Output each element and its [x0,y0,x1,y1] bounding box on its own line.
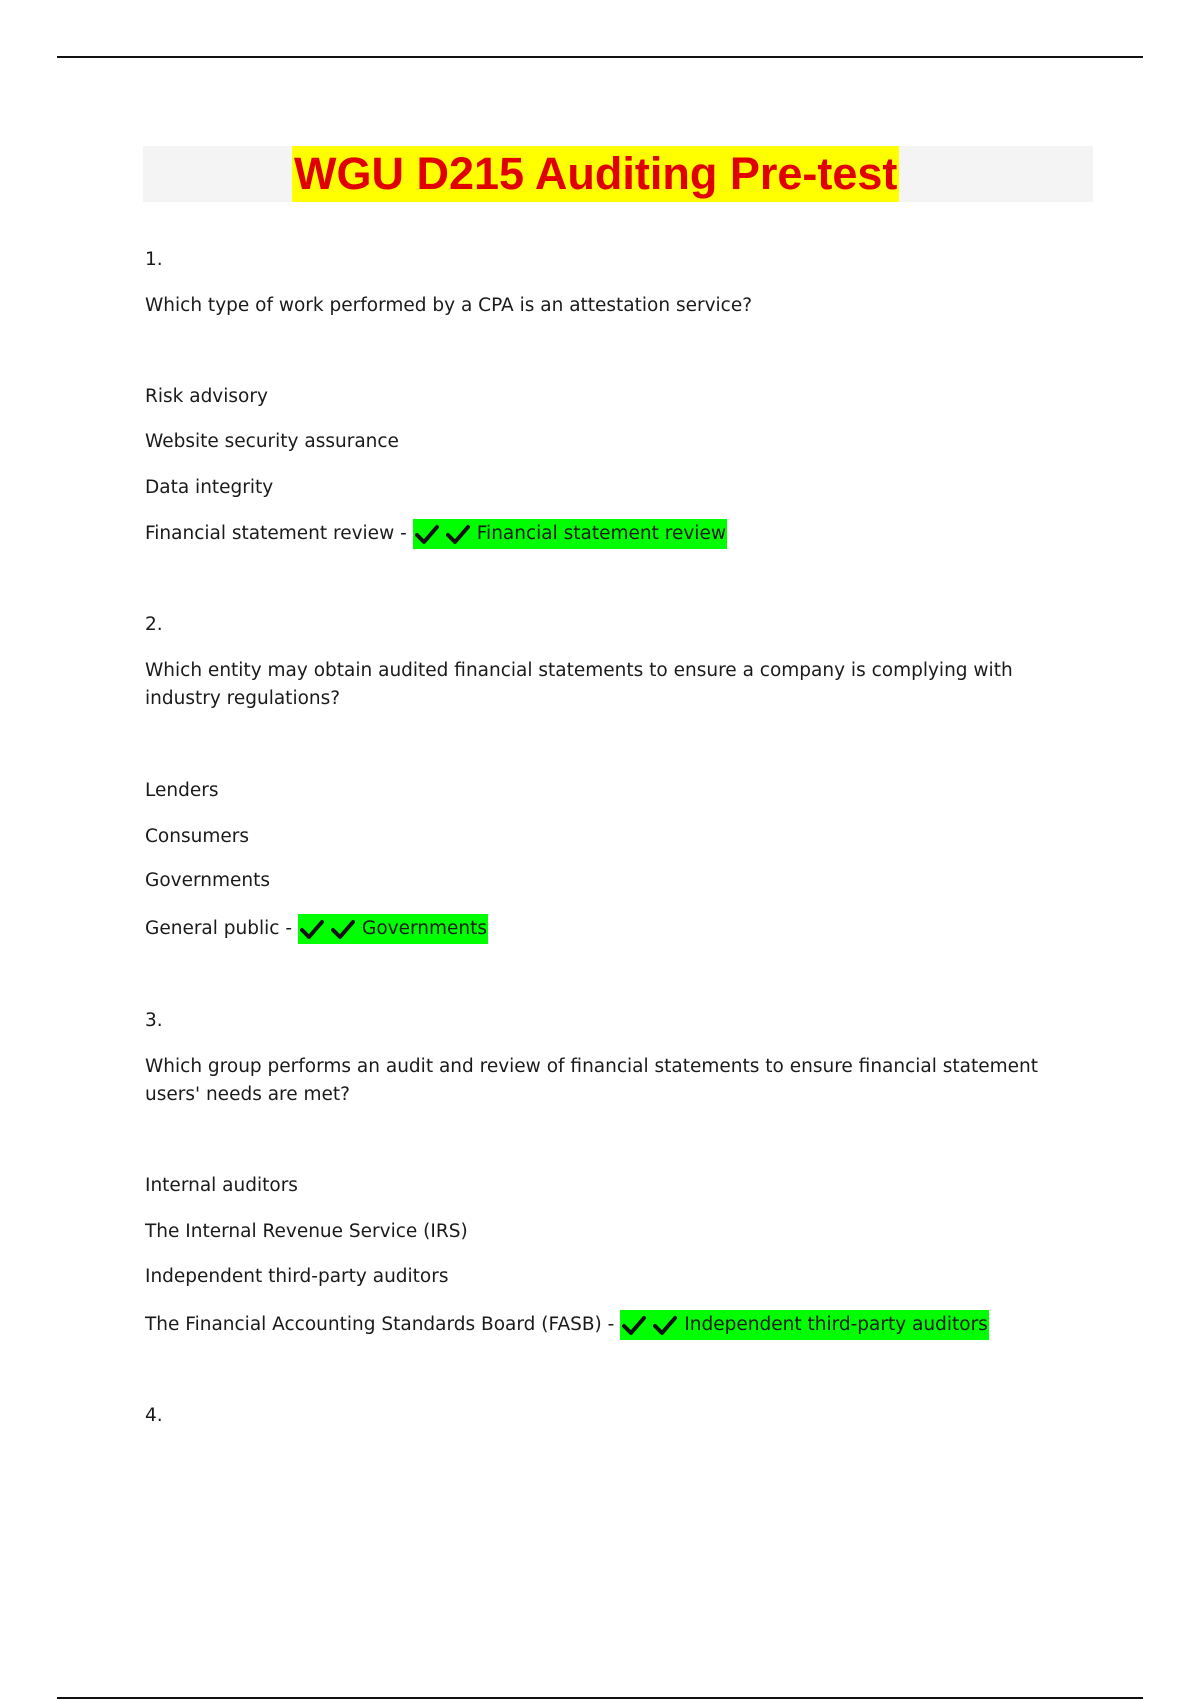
question-number: 2. [145,614,163,635]
answer-option: Lenders [145,780,219,801]
question-number: 1. [145,249,163,270]
check-icon [415,523,439,545]
answer-option: General public - [145,918,293,939]
correct-answer-highlight [620,1310,989,1340]
question-number: 3. [145,1010,163,1031]
correct-answer: Financial statement review [476,523,726,544]
answer-option: Risk advisory [145,386,268,407]
check-icon [331,918,355,940]
check-icon [622,1314,646,1336]
answer-option: The Financial Accounting Standards Board (FASB) - [145,1314,615,1335]
question-text: Which entity may obtain audited financial statements to ensure a company is complying with industry regulations? [145,660,1013,709]
answer-row [145,914,488,944]
answer-option: Consumers [145,826,249,847]
answer-option: Independent third-party auditors [145,1266,449,1287]
correct-answer: Governments [362,918,488,939]
bottom-rule [57,1697,1143,1699]
correct-answer-highlight [298,914,488,944]
question-number: 4. [145,1405,163,1426]
correct-answer-highlight [413,519,727,549]
answer-option: Website security assurance [145,431,399,452]
check-icon [446,523,470,545]
answer-option: The Internal Revenue Service (IRS) [145,1221,468,1242]
check-icon [653,1314,677,1336]
answer-row [145,519,727,549]
page-title: WGU D215 Auditing Pre-test [292,146,899,202]
answer-option: Financial statement review - [145,523,407,544]
answer-option: Internal auditors [145,1175,298,1196]
answer-option: Governments [145,870,271,891]
correct-answer: Independent third-party auditors [684,1314,988,1335]
answer-row [145,1310,989,1340]
top-rule [57,56,1143,58]
check-icon [300,918,324,940]
question-text: Which type of work performed by a CPA is an attestation service? [145,295,753,316]
question-text: Which group performs an audit and review of financial statements to ensure financial statement users' needs are met? [145,1056,1039,1105]
answer-option: Data integrity [145,477,274,498]
